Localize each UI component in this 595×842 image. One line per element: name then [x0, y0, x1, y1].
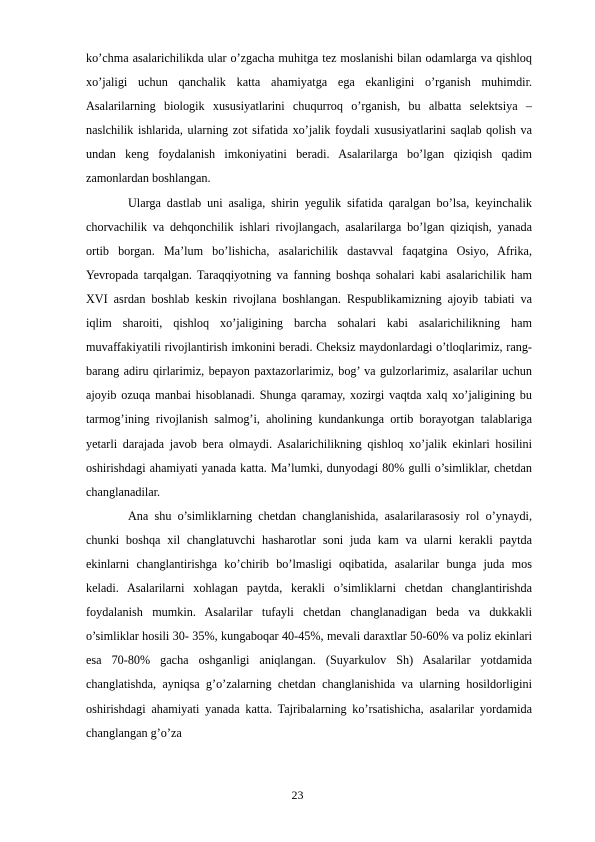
document-page-body — [86, 46, 532, 745]
paragraph-beekeeping-history: Ularga dastlab uni asaliga, shirin yegulik sifatida qaralgan bo’lsa, keyinchalik chorvachilik va dehqonchilik ishlari rivojlangach, asalarilarga bo’lgan qiziqish, yanada ortib borgan. Ma’lum bo’lishicha, asalarichilik dastavval faqatgina Osiyo, Afrika, Yevropada tarqalgan. Taraqqiyotning va fanning boshqa sohalari kabi asalarichilik ham XVI asrdan boshlab keskin rivojlana boshlangan. Respublikamizning ajoyib tabiati va iqlim sharoiti, qishloq xo’jaligining barcha sohalari kabi asalarichilikning ham muvaffakiyatili rivojlantirish imkonini beradi. Cheksiz maydonlardagi o’tloqlarimiz, rang-barang adiru qirlarimiz, bepayon paxtazorlarimiz, bog’ va gulzorlarimiz, asalarilar uchun ajoyib ozuqa manbai hisoblanadi. Shunga qaramay, xozirgi vaqtda xalq xo’jaligining bu tarmog’ining rivojlanish salmog’i, aholining kundankunga ortib borayotgan talablariga yetarli darajada javob bera olmaydi. Asalarichilikning qishloq xo’jalik ekinlari hosilini oshirishdagi ahamiyati yanada katta. Ma’lumki, dunyodagi 80% gulli o’simliklar, chetdan changlanadilar. — [86, 195, 532, 499]
paragraph-continuation: ko’chma asalarichilikda ular o’zgacha muhitga tez moslanishi bilan odamlarga va qishloq xo’jaligi uchun qanchalik katta ahamiyatga ega ekanligini o’rganish muhimdir. Asalarilarning biologik xususiyatlarini chuqurroq o’rganish, bu albatta selektsiya – naslchilik ishlarida, ularning zot sifatida xo’jalik foydali xususiyatlarini saqlab qolish va undan keng foydalanish imkoniyatini beradi. Asalarilarga bo’lgan qiziqish qadim zamonlardan boshlangan. — [86, 51, 532, 186]
paragraph-pollination: Ana shu o’simliklarning chetdan changlanishida, asalarilarasosiy rol o’ynaydi, chunki boshqa xil changlatuvchi hasharotlar soni juda kam va ularni kerakli paytda ekinlarni changlantirishga ko’chirib bo’lmasligi oqibatida, asalarilar bunga juda mos keladi. Asalarilarni xohlagan paytda, kerakli o’simliklarni chetdan changlantirishda foydalanish mumkin. Asalarilar tufayli chetdan changlanadigan beda va dukkakli o’simliklar hosili 30- 35%, kungaboqar 40-45%, mevali daraxtlar 50-60% va poliz ekinlari esa 70-80% gacha oshganligi aniqlangan. (Suyarkulov Sh) Asalarilar yotdamida changlatishda, ayniqsa g’o’zalarning chetdan changlanishida va ularning hosildorligini oshirishdagi ahamiyati yanada katta. Tajribalarning ko’rsatishicha, asalarilar yordamida changlangan g’o’za — [86, 508, 532, 740]
page-number: 23 — [291, 788, 304, 802]
